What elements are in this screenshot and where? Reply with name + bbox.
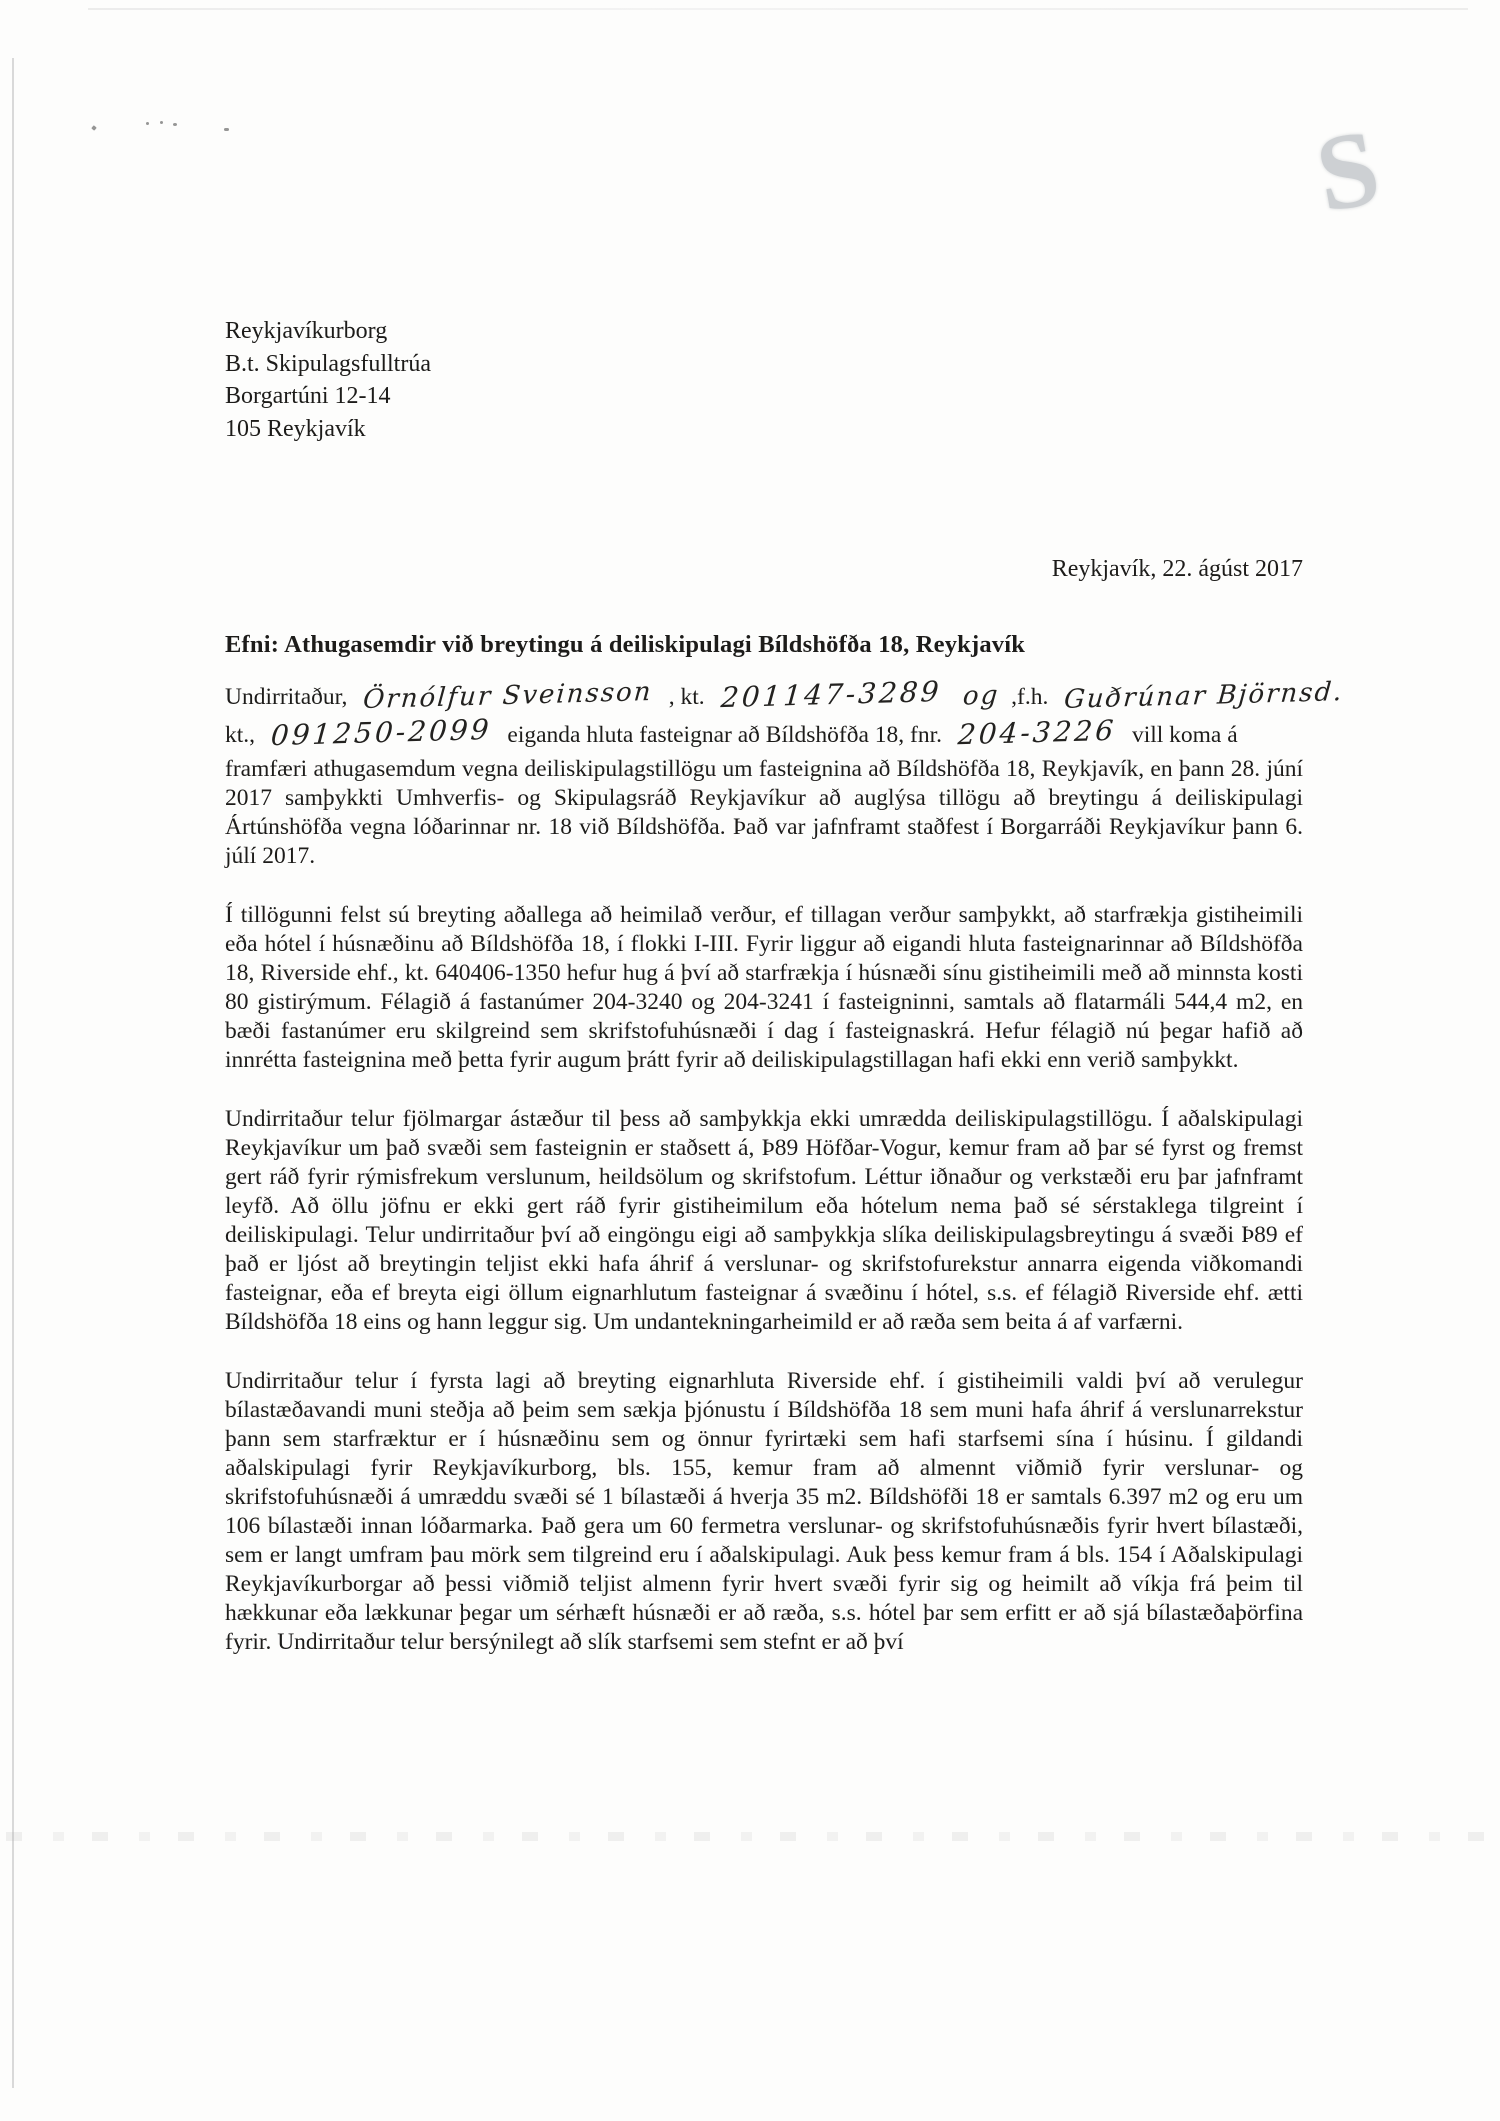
letter-content [225, 315, 1345, 1657]
printed-undirritadur: Undirritaður, [225, 684, 348, 710]
scan-speck [91, 125, 97, 131]
handwritten-kennitala-1: 201147-3289 [719, 674, 943, 715]
scan-speck [173, 123, 177, 126]
handwritten-signer-name: Örnólfur Sveinsson [362, 676, 654, 716]
scan-speck [160, 121, 163, 124]
opening-form-line-1 [225, 674, 1345, 716]
recipient-line-city-org: Reykjavíkurborg [225, 318, 388, 344]
paragraph-proposal-description: Í tillögunni felst sú breyting aðallega að heimilað verður, ef tillagan verður samþykkt, að starfrækja gistiheimili eða hótel í húsnæðinu að Bíldshöfða 18, í flokki I-III. Fyrir liggur að eigandi hluta fasteignarinnar að Bíldshöfða 18, Riverside ehf., kt. 640406-1350 hefur hug á því að starfrækja í húsnæði sínu gistiheimili með að minnsta kosti 80 gistirýmum. Félagið á fastanúmer 204-3240 og 204-3241 í fasteigninni, samtals að flatarmáli 544,4 m2, en bæði fastanúmer eru skilgreind sem skrifstofuhúsnæði í dag í fasteignaskrá. Hefur félagið nú þegar hafið að innrétta fasteignina með þetta fyrir augum þrátt fyrir að deiliskipulagstillagan hafi ekki enn verið samþykkt. [225, 902, 1303, 1073]
paragraph-objection-grounds: Undirritaður telur fjölmargar ástæður til þess að samþykkja ekki umrædda deiliskipulagstillögu. Í aðalskipulagi Reykjavíkur um það svæði sem fasteignin er staðsett á, Þ89 Höfðar-Vogur, kemur fram að þar sé fyrst og fremst gert ráð fyrir rýmisfrekum verslunum, heildsölum og skrifstofum. Léttur iðnaður og verkstæði eru þar jafnframt leyfð. Að öllu jöfnu er ekki gert ráð fyrir gistiheimilum eða hótelum nema það sé sérstaklega tilgreint í deiliskipulagi. Telur undirritaður því að eingöngu eigi að samþykkja slíka deiliskipulagsbreytingu á svæði Þ89 ef það er ljóst að breytingin teljist ekki hafa áhrif á verslunar- og skrifstofurekstur annarra eigenda viðkomandi fasteignar, eða ef breyta eigi öllum eignarhlutum fasteignar á svæðinu í hótel, s.s. ef félagið Riverside ehf. ætti Bíldshöfða 18 eins og hann leggur sig. Um undantekningarheimild er að ræða sem beita á af varfærni. [225, 1106, 1303, 1335]
scan-noise-band [6, 1832, 1494, 1841]
stamp-letter-s: S [1308, 107, 1388, 236]
printed-fh-label: ,f.h. [1011, 684, 1049, 710]
handwritten-fastanumer: 204-3226 [956, 713, 1118, 752]
printed-kt2-label: kt., [225, 722, 256, 748]
scan-speck [146, 122, 149, 125]
scan-edge-line-top [88, 8, 1468, 10]
printed-vill-koma-a: vill koma á [1131, 722, 1238, 748]
recipient-line-street: Borgartúni 12-14 [225, 383, 391, 409]
opening-form-line-2 [225, 712, 1303, 753]
recipient-address-block [225, 315, 1303, 445]
date-line: Reykjavík, 22. ágúst 2017 [1051, 556, 1303, 582]
paragraph-parking-argument: Undirritaður telur í fyrsta lagi að breyting eignarhluta Riverside ehf. í gistiheimili valdi því að verulegur bílastæðavandi muni steðja að þeim sem sækja þjónustu í Bíldshöfða 18 sem muni hafa áhrif á verslunarrekstur þann sem starfræktur er í húsnæðinu sem og önnur fyrirtæki sem hafi starfsemi sína í húsinu. Í gildandi aðalskipulagi fyrir Reykjavíkurborg, bls. 155, kemur fram að almennt viðmið fyrir verslunar- og skrifstofuhúsnæði á umræddu svæði sé 1 bílastæði á hverja 35 m2. Bíldshöfði 18 er samtals 6.397 m2 og eru um 106 bílastæði innan lóðarmarka. Það gera um 60 fermetra verslunar- og skrifstofuhúsnæðis fyrir hvert bílastæði, sem er langt umfram þau mörk sem tilgreind eru í aðalskipulagi. Auk þess kemur fram á bls. 154 í Aðalskipulagi Reykjavíkurborgar að þessi viðmið teljist almenn fyrir hvert svæði fyrir sig og heimilt að víkja frá þeim til hækkunar eða lækkunar þegar um sérhæft húsnæði er að ræða, s.s. hótel þar sem erfitt er að sjá bílastæðaþörfina fyrir. Undirritaður telur bersýnilegt að slík starfsemi sem stefnt er að því [225, 1368, 1303, 1655]
opening-paragraph [225, 674, 1345, 871]
handwritten-og: og [961, 680, 1001, 712]
handwritten-represented-name: Guðrúnar Björnsd. [1063, 677, 1345, 715]
printed-owner-text: eiganda hluta fasteignar að Bíldshöfða 18, fnr. [507, 722, 943, 748]
subject-line: Efni: Athugasemdir við breytingu á deiliskipulagi Bíldshöfða 18, Reykjavík [225, 631, 1026, 658]
opening-continuation-text: framfæri athugasemdum vegna deiliskipulagstillögu um fasteignina að Bíldshöfða 18, Reykjavík, en þann 28. júní 2017 samþykkti Umhverfis- og Skipulagsráð Reykjavíkur að auglýsa tillögu að breytingu á deiliskipulagi Ártúnshöfða vegna lóðarinnar nr. 18 við Bíldshöfða. Það var jafnframt staðfest í Borgarráði Reykjavíkur þann 6. júlí 2017. [225, 756, 1303, 869]
recipient-line-postcode: 105 Reykjavík [225, 415, 366, 442]
recipient-line-attention: B.t. Skipulagsfulltrúa [225, 350, 431, 377]
printed-kt-label: , kt. [668, 684, 705, 710]
handwritten-kennitala-2: 091250-2099 [269, 712, 493, 753]
scan-edge-line-left [12, 58, 14, 2088]
scan-speck [224, 128, 229, 131]
